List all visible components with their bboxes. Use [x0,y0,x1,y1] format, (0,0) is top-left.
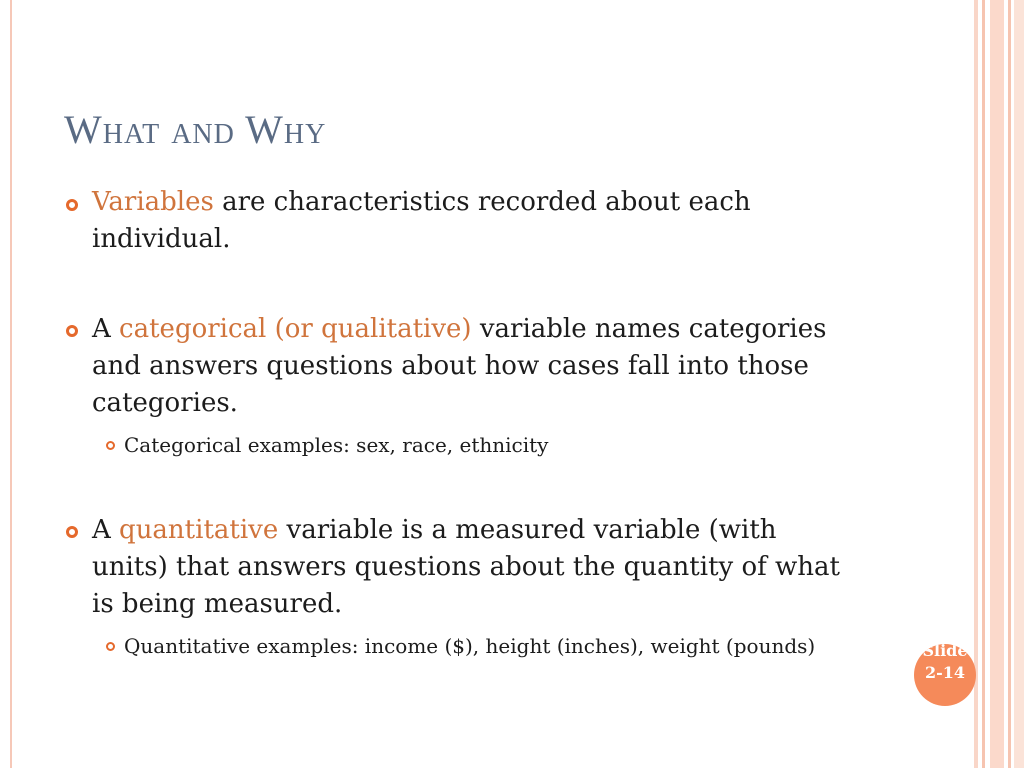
right-decorative-stripes [974,0,1024,768]
bullet-prefix: A [92,314,120,344]
slide-number: Slide 2-14 [922,644,968,682]
sub-bullet-ring-icon [106,642,115,651]
left-border-line [10,0,12,768]
term-variables: Variables [92,187,214,217]
bullet-quantitative [92,512,852,623]
bullet-text: variable names categories and answers questions about how cases fall into those categories. [92,314,827,418]
bullet-categorical [92,311,852,422]
bullet-prefix: A [92,515,120,545]
sub-bullet-categorical-examples: Categorical examples: sex, race, ethnicity [124,433,549,457]
sub-bullet-ring-icon [106,441,115,450]
bullet-text: are characteristics recorded about each individual. [92,187,751,254]
term-categorical: categorical (or qualitative) [119,314,472,344]
term-quantitative: quantitative [119,515,279,545]
sub-bullet-quantitative-examples: Quantitative examples: income ($), height (inches), weight (pounds) [124,634,816,658]
bullet-ring-icon [66,526,78,538]
bullet-ring-icon [66,325,78,337]
bullet-variables [92,184,852,258]
slide-number-badge [914,644,976,706]
slide-title: What and Why [64,107,327,152]
bullet-text: variable is a measured variable (with units) that answers questions about the quantity of what is being measured. [92,515,840,619]
bullet-ring-icon [66,199,78,211]
